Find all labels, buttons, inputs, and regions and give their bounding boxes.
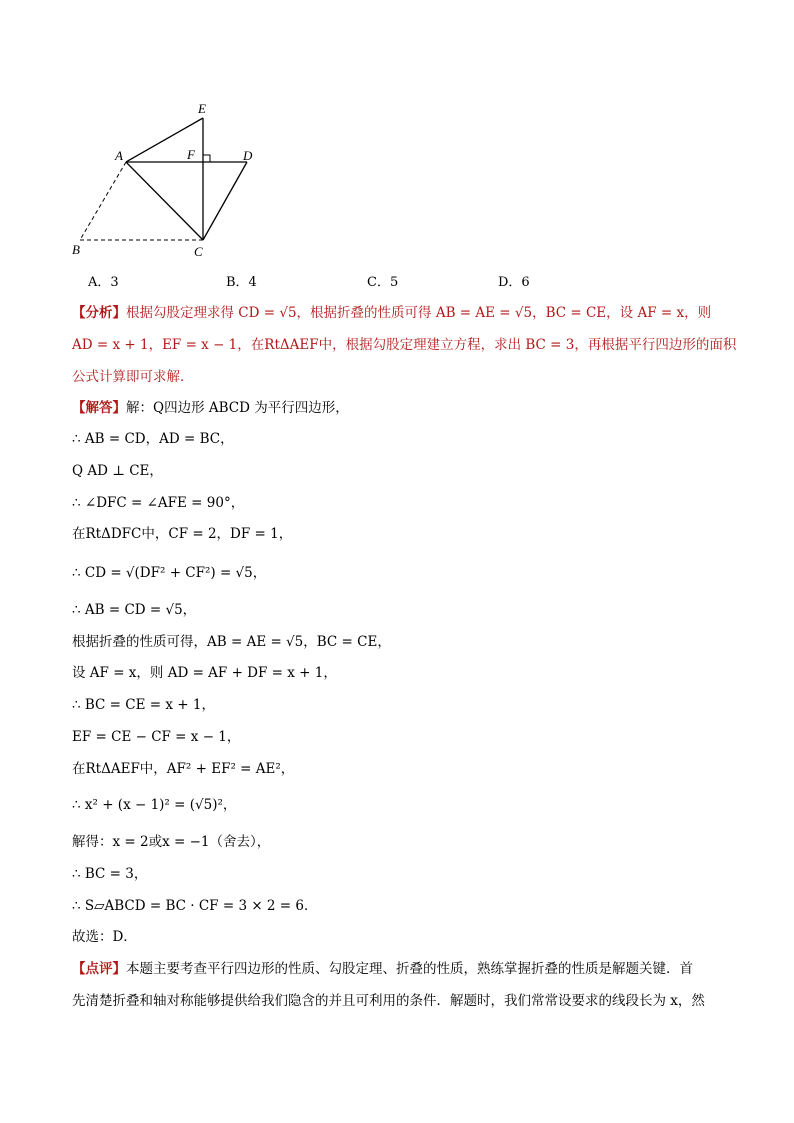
segment-dc — [203, 162, 247, 240]
label-f: F — [187, 147, 195, 162]
solution-step-10: ∴ BC = CE = x + 1， — [72, 697, 215, 713]
solution-step-8: 根据折叠的性质可得，AB = AE = √5，BC = CE， — [72, 634, 391, 650]
comment-tag: 【点评】 — [72, 961, 126, 977]
solution-step-15: ∴ BC = 3， — [72, 866, 148, 882]
solution-step-11: EF = CE − CF = x − 1， — [72, 729, 241, 745]
label-a: A — [115, 148, 123, 163]
segment-ac — [126, 162, 203, 240]
solution-step-16: ∴ S▱ABCD = BC · CF = 3 × 2 = 6． — [72, 898, 318, 914]
solution-intro: 解： — [126, 400, 153, 416]
label-c: C — [194, 244, 203, 259]
choice-a: A．3 — [88, 275, 119, 290]
geometry-figure — [60, 98, 280, 263]
analysis-line-1 — [72, 303, 711, 323]
choice-b: B．4 — [226, 275, 257, 290]
analysis-tag: 【分析】 — [72, 305, 126, 321]
answer-choices — [0, 271, 794, 291]
solution-step-5: 在RtΔDFC中，CF = 2，DF = 1， — [72, 526, 293, 542]
comment-line-2: 先清楚折叠和轴对称能够提供给我们隐含的并且可利用的条件．解题时，我们常常设要求的线段长为 x，然 — [72, 993, 705, 1009]
solution-step-7: ∴ AB = CD = √5， — [72, 602, 197, 618]
comment-text-1: 本题主要考查平行四边形的性质、勾股定理、折叠的性质，熟练掌握折叠的性质是解题关键．首 — [126, 961, 693, 977]
analysis-line-2: AD = x + 1，EF = x − 1，在RtΔAEF中，根据勾股定理建立方程，求出 BC = 3，再根据平行四边形的面积 — [72, 337, 737, 353]
solution-step-13: ∴ x² + (x − 1)² = (√5)²， — [72, 797, 237, 813]
solution-step-9: 设 AF = x，则 AD = AF + DF = x + 1， — [72, 665, 337, 681]
label-e: E — [198, 101, 206, 116]
solution-step-2: ∴ AB = CD，AD = BC， — [72, 431, 234, 447]
comment-line-1 — [72, 959, 693, 979]
right-angle-mark — [203, 155, 210, 162]
solution-line-1 — [72, 398, 349, 418]
label-d: D — [243, 148, 253, 163]
choice-c: C．5 — [367, 275, 399, 290]
solution-step-3: Q AD ⊥ CE， — [72, 463, 163, 479]
solution-step-4: ∴ ∠DFC = ∠AFE = 90°， — [72, 495, 245, 511]
solution-step-14: 解得：x = 2或x = −1（舍去）， — [72, 834, 271, 850]
solution-step-17: 故选：D． — [72, 929, 137, 945]
label-b: B — [72, 242, 80, 257]
solution-step-6: ∴ CD = √(DF² + CF²) = √5， — [72, 565, 267, 581]
solution-step-12: 在RtΔAEF中，AF² + EF² = AE²， — [72, 761, 295, 777]
analysis-text-1: 根据勾股定理求得 CD = √5，根据折叠的性质可得 AB = AE = √5，BC = CE，设 AF = x，则 — [126, 305, 712, 321]
analysis-line-3: 公式计算即可求解． — [72, 369, 194, 385]
solution-step-1: Q四边形 ABCD 为平行四边形， — [153, 400, 349, 416]
solution-tag: 【解答】 — [72, 400, 126, 416]
choice-d: D．6 — [498, 275, 530, 290]
segment-ab — [80, 162, 126, 240]
